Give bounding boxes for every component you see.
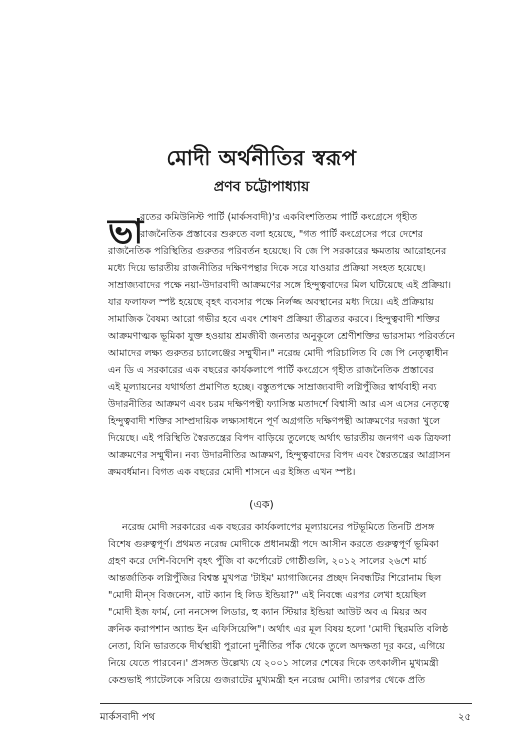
paragraph-line: "মোদী মীন্‌স বিজনেস, বাট ক্যান হি লিড ইন্ডিয়া?" এই নিবন্ধে এরপর লেখা হয়েছিল xyxy=(108,590,427,601)
paragraph-line: হিন্দুত্ববাদী শক্তির সাম্প্রদায়িক লক্ষ্যসাধনে পূর্ণ অগ্রগতি দক্ষিণপন্থী আক্রমণের দরজা খুলে xyxy=(108,416,441,427)
drop-cap: ভা xyxy=(108,212,144,252)
paragraph-line: দিয়েছে। এই পরিস্থিতি স্বৈরতন্ত্রের বিপদ বাড়িয়ে তুলেছে অর্থাৎ ভারতীয় জনগণ এক ত্রিফলা xyxy=(108,433,451,444)
paragraph-line: নিয়ে যেতে পারবেন।' প্রসঙ্গত উল্লেখ্য যে ২০০১ সালের শেষের দিকে তৎকালীন মুখ্যমন্ত্রী xyxy=(108,658,439,669)
paragraph-line: আন্তর্জাতিক লগ্নিপুঁজির বিশ্বস্ত মুখপত্র 'টাইম' ম্যাগাজিনের প্রচ্ছদ নিবন্ধটির শিরোনাম ছিল xyxy=(108,573,442,584)
paragraph-line: যার ফলাফল স্পষ্ট হয়েছে বৃহৎ ব্যবসার পক্ষে নির্লজ্জ অবস্থানের মধ্য দিয়ে। এই প্রক্রিয়ায় xyxy=(108,297,434,308)
section-heading: (এক) xyxy=(249,498,274,511)
paragraph-line: গ্রহণ করে দেশি-বিদেশি বৃহৎ পুঁজি বা কর্পোরেট গোষ্ঠীগুলি, ২০১২ সালের ২৬শে মার্চ xyxy=(108,556,427,567)
paragraph-line: সামাজিক বৈষম্য আরো গভীর হবে এবং শোষণ প্রক্রিয়া তীব্রতর করবে। হিন্দুত্ববাদী শক্তির xyxy=(108,314,440,325)
paragraph-line: উদারনীতির আক্রমণ এবং চরম দক্ষিণপন্থী ফ্যাসিস্ত মতাদর্শে বিশ্বাসী আর এস এসের নেতৃত্বে xyxy=(108,399,450,410)
footer-divider xyxy=(100,703,472,704)
paragraph-line: ক্রনিক করাপশান অ্যান্ড ইন এফিসিয়েন্সি"। অর্থাৎ এর মূল বিষয় হলো 'মোদী স্থিরমতি বলিষ্ঠ xyxy=(108,624,449,635)
paragraph-line: এন ডি এ সরকারের এক বছরের কার্যকলাপে পার্টি কংগ্রেসে গৃহীত রাজনৈতিক প্রস্তাবের xyxy=(108,365,434,376)
paragraph-line: মধ্যে দিয়ে ভারতীয় রাজনীতির দক্ষিণপন্থার দিকে সরে যাওয়ার প্রক্রিয়া সংহত হয়েছে। xyxy=(108,263,426,274)
paragraph-line: রাজনৈতিক প্রস্তাবের শুরুতে বলা হয়েছে, "গত পার্টি কংগ্রেসের পরে দেশের xyxy=(140,229,423,240)
paragraph-line: কেশুভাই প্যাটেলকে সরিয়ে গুজরাটের মুখ্যমন্ত্রী হন নরেন্দ্র মোদী। তারপর থেকে প্রতি xyxy=(108,675,426,686)
paragraph-line: নেতা, যিনি ভারতকে দীর্ঘস্থায়ী পুরানো দুর্নীতির পাঁক থেকে তুলে অদক্ষতা দূর করে, এগিয়ে xyxy=(108,641,445,652)
paragraph-line: "মোদী ইজ ফার্ম, নো ননসেন্স লিডার, হু ক্যান স্টিয়ার ইন্ডিয়া আউট অব এ মিয়র অব xyxy=(108,607,427,618)
paragraph-line: ক্রমবর্ধমান। বিগত এক বছরের মোদী শাসনে এর ইঙ্গিত এখন স্পষ্ট। xyxy=(108,467,356,478)
paragraph-line: রাজনৈতিক পরিস্থিতির গুরুতর পরিবর্তন হয়েছে। বি জে পি সরকারের ক্ষমতায় আরোহনের xyxy=(108,246,447,257)
paragraph-line: রতের কমিউনিস্ট পার্টি (মার্কসবাদী)'র একবিংশতিতম পার্টি কংগ্রেসে গৃহীত xyxy=(140,212,418,223)
paragraph-line: আক্রমণাত্মক ভূমিকা যুক্ত হওয়ায় শ্রমজীবী জনতার অনুকূলে শ্রেণীশক্তির ভারসাম্য পরিবর্তনে xyxy=(108,331,455,342)
paragraph-line: বিশেষ গুরুত্বপূর্ণ। প্রথমত নরেন্দ্র মোদীকে প্রধানমন্ত্রী পদে আসীন করতে গুরুত্বপূর্ণ ভূমিকা xyxy=(108,539,439,550)
article-author: প্রণব চট্টোপাধ্যায় xyxy=(213,179,310,195)
paragraph-line: আমাদের লক্ষ্য গুরুতর চ্যালেঞ্জের সম্মুখীন।" নরেন্দ্র মোদী পরিচালিত বি জে পি নেতৃত্বাধীন xyxy=(108,348,449,359)
journal-name: মার্কসবাদী পথ xyxy=(100,712,156,723)
article-title: মোদী অর্থনীতির স্বরূপ xyxy=(166,146,357,170)
paragraph-line: আক্রমণের সম্মুখীন। নব্য উদারনীতির আক্রমণ, হিন্দুত্ববাদের বিপদ এবং স্বৈরতন্ত্রের আগ্রাসন xyxy=(108,450,451,461)
paragraph-line: এই মূল্যায়নের যথার্থতা প্রমাণিত হচ্ছে। বস্তুতপক্ষে সাম্রাজ্যবাদী লগ্নিপুঁজির স্বার্থবাহী নব্য xyxy=(108,382,437,393)
paragraph-line: সাম্রাজ্যবাদের পক্ষে নয়া-উদারবাদী আক্রমণের সঙ্গে হিন্দুত্ববাদের মিল ঘটিয়েছে এই প্রক্রিয়া। xyxy=(108,280,452,291)
paragraph-line: নরেন্দ্র মোদী সরকারের এক বছরের কার্যকলাপের মূল্যায়নের পটভূমিতে তিনটি প্রসঙ্গ xyxy=(122,522,435,533)
page-number: ২৫ xyxy=(458,712,471,723)
